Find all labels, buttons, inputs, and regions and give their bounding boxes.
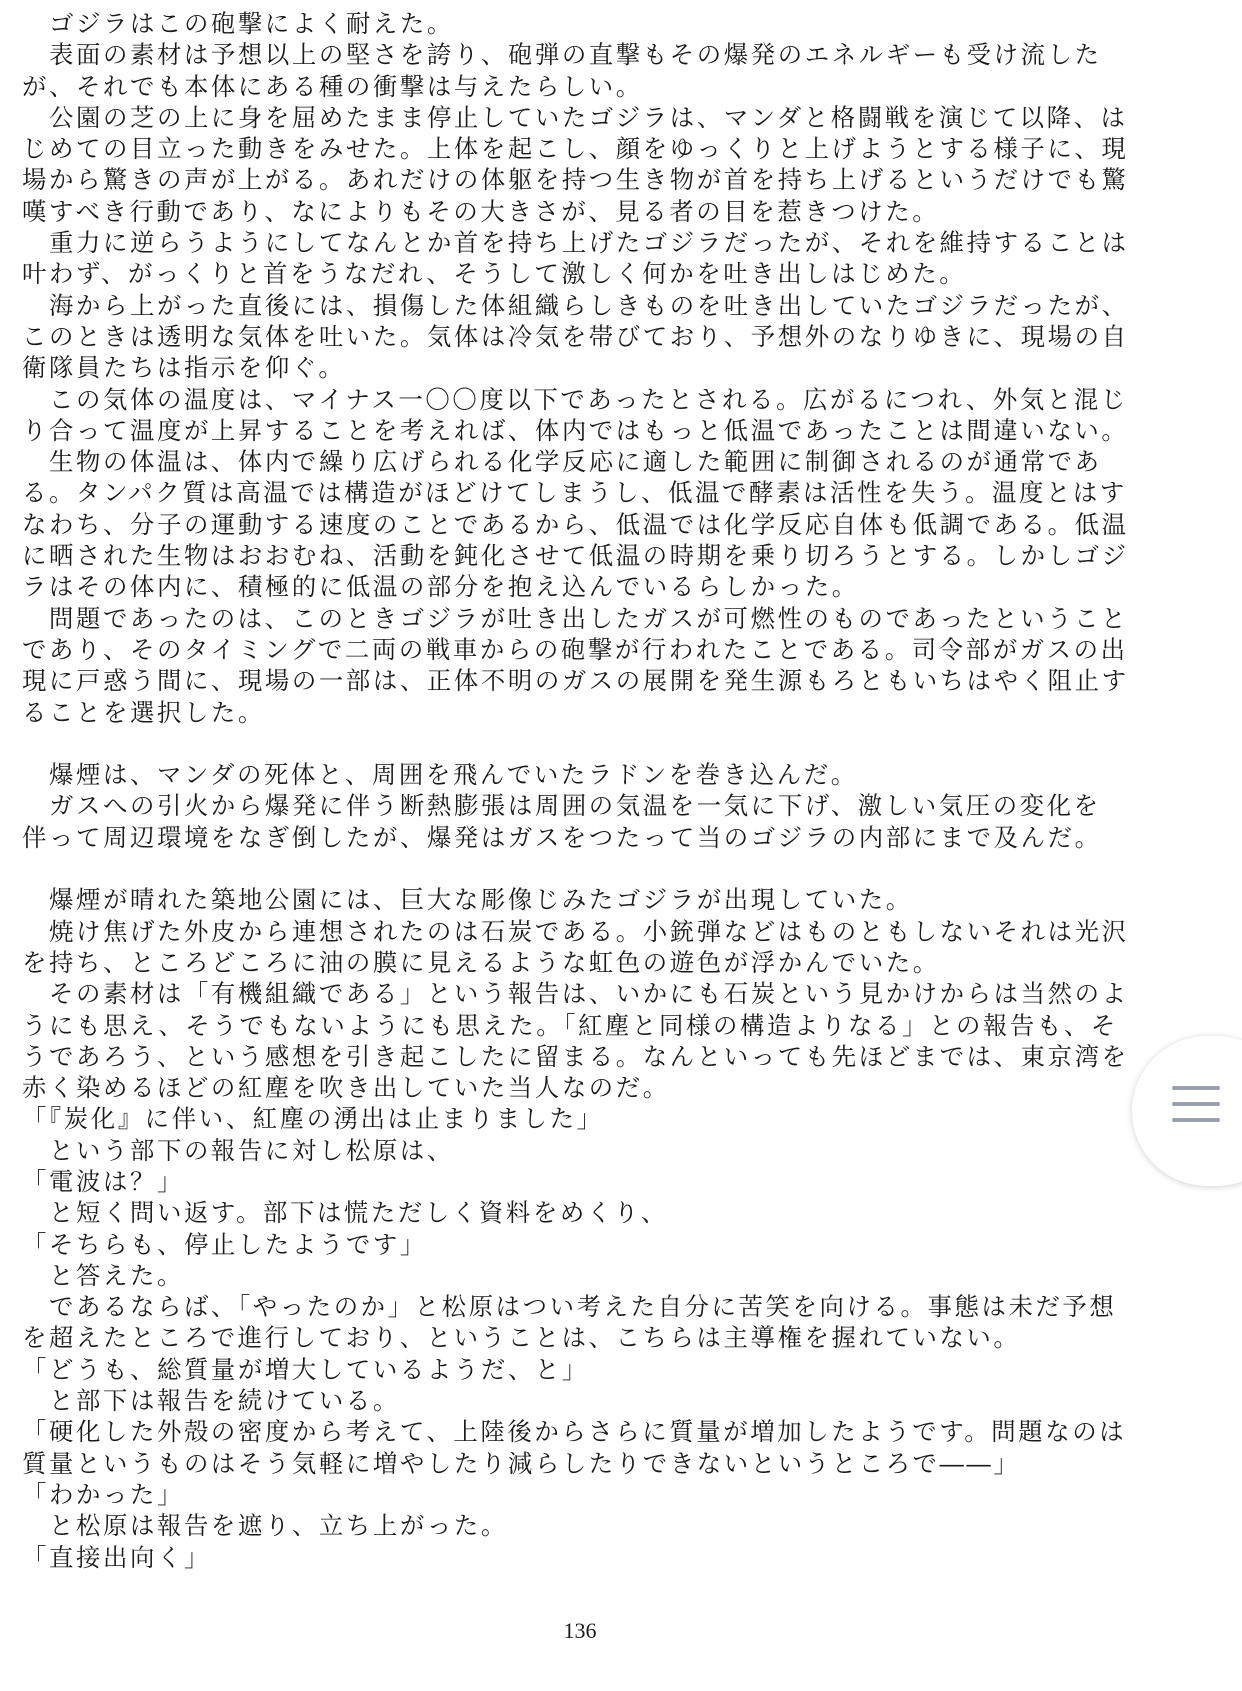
text-line: という部下の報告に対し松原は、 <box>22 1135 454 1165</box>
text-line: その素材は「有機組織である」という報告は、いかにも石炭という見かけからは当然のよ <box>22 979 1129 1009</box>
text-line: と短く問い返す。部下は慌ただしく資料をめくり、 <box>22 1198 668 1228</box>
text-line: うにも思え、そうでもないようにも思えた。「紅塵と同様の構造よりなる」との報告も、そ <box>22 1010 1118 1040</box>
text-line: 「『炭化』に伴い、紅塵の湧出は止まりました」 <box>22 1104 604 1134</box>
text-line: であるならば、「やったのか」と松原はつい考えた自分に苦笑を向ける。事態は未だ予想 <box>22 1292 1117 1322</box>
text-line: このときは透明な気体を吐いた。気体は冷気を帯びており、予想外のなりゆきに、現場の自 <box>22 321 1129 351</box>
text-line: 伴って周辺環境をなぎ倒したが、爆発はガスをつたって当のゴジラの内部にまで及んだ。 <box>22 822 1102 852</box>
text-line: る。タンパク質は高温では構造がほどけてしまうし、低温で酵素は活性を失う。温度とはす <box>22 478 1127 508</box>
blank-line <box>22 853 1137 884</box>
menu-button[interactable] <box>1132 1036 1242 1186</box>
text-line: を持ち、ところどころに油の膜に見えるような虹色の遊色が浮かんでいた。 <box>22 947 940 977</box>
text-line: に晒された生物はおおむね、活動を鈍化させて低温の時期を乗り切ろうとする。しかしゴジ <box>22 541 1129 571</box>
text-line: ラはその体内に、積極的に低温の部分を抱え込んでいるらしかった。 <box>22 572 859 602</box>
text-line: じめての目立った動きをみせた。上体を起こし、顔をゆっくりと上げようとする様子に、現 <box>22 134 1129 164</box>
text-line: 焼け焦げた外皮から連想されたのは石炭である。小銃弾などはものともしないそれは光沢 <box>22 916 1129 946</box>
text-line: なわち、分子の運動する速度のことであるから、低温では化学反応自体も低調である。低温 <box>22 509 1129 539</box>
text-line: ることを選択した。 <box>22 697 265 727</box>
text-line: と部下は報告を続けている。 <box>22 1386 400 1416</box>
text-line: 衛隊員たちは指示を仰ぐ。 <box>22 353 346 383</box>
text-line: 重力に逆らうようにしてなんとか首を持ち上げたゴジラだったが、それを維持することは <box>22 228 1129 258</box>
text-line: 現に戸惑う間に、現場の一部は、正体不明のガスの展開を発生源もろともいちはやく阻止す <box>22 666 1129 696</box>
text-line: ガスへの引火から爆発に伴う断熱膨張は周囲の気温を一気に下げ、激しい気圧の変化を <box>22 791 1101 821</box>
text-line: 「そちらも、停止したようです」 <box>22 1229 427 1259</box>
page-number: 136 <box>563 1618 597 1643</box>
text-line: 表面の素材は予想以上の堅さを誇り、砲弾の直撃もその爆発のエネルギーも受け流した <box>22 40 1102 70</box>
text-line: を超えたところで進行しており、ということは、こちらは主導権を握れていない。 <box>22 1323 1021 1353</box>
text-line: であり、そのタイミングで二両の戦車からの砲撃が行われたことである。司令部がガスの出 <box>22 634 1128 664</box>
text-line: 場から驚きの声が上がる。あれだけの体躯を持つ生き物が首を持ち上げるというだけでも驚 <box>22 165 1129 195</box>
text-line: 公園の芝の上に身を屈めたまま停止していたゴジラは、マンダと格闘戦を演じて以降、は <box>22 102 1128 132</box>
blank-line <box>22 728 1137 759</box>
text-line: り合って温度が上昇することを考えれば、体内ではもっと低温であったことは間違いない。 <box>22 415 1129 445</box>
text-line: うであろう、という感想を引き起こしたに留まる。なんといっても先ほどまでは、東京湾を <box>22 1041 1129 1071</box>
text-line: 海から上がった直後には、損傷した体組織らしきものを吐き出していたゴジラだったが、 <box>22 290 1129 320</box>
text-line: 叶わず、がっくりと首をうなだれ、そうして激しく何かを吐き出しはじめた。 <box>22 259 967 289</box>
text-line: が、それでも本体にある種の衝撃は与えたらしい。 <box>22 71 643 101</box>
text-line: 爆煙が晴れた築地公園には、巨大な彫像じみたゴジラが出現していた。 <box>22 885 913 915</box>
text-line: 「直接出向く」 <box>22 1542 211 1572</box>
text-line: 生物の体温は、体内で繰り広げられる化学反応に適した範囲に制御されるのが通常であ <box>22 447 1102 477</box>
text-body <box>22 8 1137 1573</box>
text-line: 「電波は？」 <box>22 1166 184 1196</box>
text-line: と答えた。 <box>22 1260 184 1290</box>
text-line: と松原は報告を遮り、立ち上がった。 <box>22 1511 508 1541</box>
text-line: 赤く染めるほどの紅塵を吹き出していた当人なのだ。 <box>22 1073 670 1103</box>
text-line: ゴジラはこの砲撃によく耐えた。 <box>22 9 454 38</box>
hamburger-menu-icon <box>1172 1082 1222 1128</box>
text-line: 爆煙は、マンダの死体と、周囲を飛んでいたラドンを巻き込んだ。 <box>22 760 858 790</box>
text-line: 問題であったのは、このときゴジラが吐き出したガスが可燃性のものであったということ <box>22 603 1129 633</box>
text-line: 「どうも、総質量が増大しているようだ、と」 <box>22 1354 589 1384</box>
text-line: 質量というものはそう気軽に増やしたり減らしたりできないというところで――」 <box>22 1448 1021 1478</box>
text-line: 「わかった」 <box>22 1479 184 1509</box>
text-line: この気体の温度は、マイナス一〇〇度以下であったとされる。広がるにつれ、外気と混じ <box>22 384 1128 414</box>
text-line: 「硬化した外殻の密度から考えて、上陸後からさらに質量が増加したようです。問題なのは <box>22 1417 1127 1447</box>
text-line: 嘆すべき行動であり、なによりもその大きさが、見る者の目を惹きつけた。 <box>22 196 940 226</box>
